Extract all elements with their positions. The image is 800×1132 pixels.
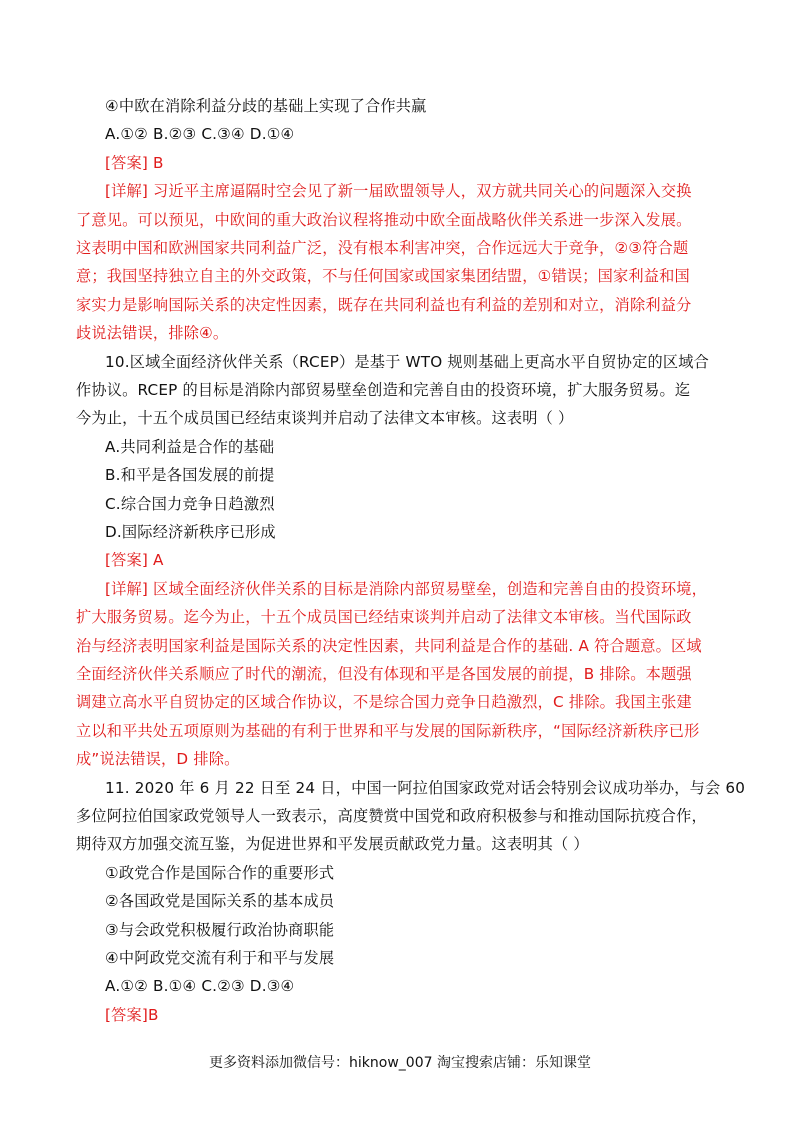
text-line: [详解] 习近平主席逼隔时空会见了新一届欧盟领导人，双方就共同关心的问题深入交换 (105, 182, 692, 200)
text-line: 今为止，十五个成员国已经结束谈判并启动了法律文本审核。这表明（ ） (76, 409, 574, 427)
text-line: 治与经济表明国家利益是国际关系的决定性因素，共同利益是合作的基础. A 符合题意。区域 (76, 637, 702, 655)
text-line: A.①② B.①④ C.②③ D.③④ (105, 977, 295, 995)
text-line: A.①② B.②③ C.③④ D.①④ (105, 125, 295, 143)
text-line: 家实力是影响国际关系的决定性因素，既存在共同利益也有利益的差别和对立，消除利益分 (76, 296, 692, 314)
text-line: 这表明中国和欧洲国家共同利益广泛，没有根本利害冲突，合作远远大于竞争，②③符合题 (76, 239, 689, 257)
text-line: 期待双方加强交流互鉴，为促进世界和平发展贡献政党力量。这表明其（ ） (76, 835, 589, 853)
text-line: 歧说法错误，排除④。 (76, 324, 229, 342)
footer-text: 更多资料添加微信号：hiknow_007 淘宝搜索店铺：乐知课堂 (209, 1055, 591, 1071)
text-line: 调建立高水平自贸协定的区域合作协议，不是综合国力竞争日趋激烈，C 排除。我国主张建 (76, 693, 692, 711)
text-line: D.国际经济新秩序已形成 (105, 523, 276, 541)
text-line: 成”说法错误，D 排除。 (76, 750, 240, 768)
text-line: 多位阿拉伯国家政党领导人一致表示，高度赞赏中国党和政府积极参与和推动国际抗疫合作， (76, 807, 707, 825)
text-line: 了意见。可以预见，中欧间的重大政治议程将推动中欧全面战略伙伴关系进一步深入发展。 (76, 211, 692, 229)
text-line: ④中阿政党交流有利于和平与发展 (105, 949, 335, 967)
text-line: 立以和平共处五项原则为基础的有利于世界和平与发展的国际新秩序，“国际经济新秩序已形 (76, 722, 700, 740)
text-line: B.和平是各国发展的前提 (105, 466, 275, 484)
text-line: 11. 2020 年 6 月 22 日至 24 日，中国一阿拉伯国家政党对话会特别会议成功举办，与会 60 (105, 779, 746, 797)
text-line: [详解] 区域全面经济伙伴关系的目标是消除内部贸易壁垒，创造和完善自由的投资环境， (105, 580, 708, 598)
text-line: ③与会政党积极履行政治协商职能 (105, 921, 335, 939)
text-line: 全面经济伙伴关系顺应了时代的潮流，但没有体现和平是各国发展的前提，B 排除。本题强 (76, 665, 692, 683)
text-line: [答案] B (105, 154, 164, 172)
text-line: 作协议。RCEP 的目标是消除内部贸易壁垒创造和完善自由的投资环境，扩大服务贸易。迄 (76, 381, 691, 399)
text-line: [答案] A (105, 551, 164, 569)
text-line: 10.区域全面经济伙伴关系（RCEP）是基于 WTO 规则基础上更高水平自贸协定的区域合 (105, 353, 710, 371)
text-line: 扩大服务贸易。迄今为止，十五个成员国已经结束谈判并启动了法律文本审核。当代国际政 (76, 608, 692, 626)
text-line: C.综合国力竞争日趋激烈 (105, 495, 275, 513)
text-line: ①政党合作是国际合作的重要形式 (105, 864, 335, 882)
text-line: ④中欧在消除利益分歧的基础上实现了合作共赢 (105, 97, 427, 115)
text-line: A.共同利益是合作的基础 (105, 438, 275, 456)
text-line: 意；我国坚持独立自主的外交政策，不与任何国家或国家集团结盟，①错误；国家利益和国 (76, 267, 690, 285)
text-line: [答案]B (105, 1006, 159, 1024)
text-line: ②各国政党是国际关系的基本成员 (105, 892, 335, 910)
